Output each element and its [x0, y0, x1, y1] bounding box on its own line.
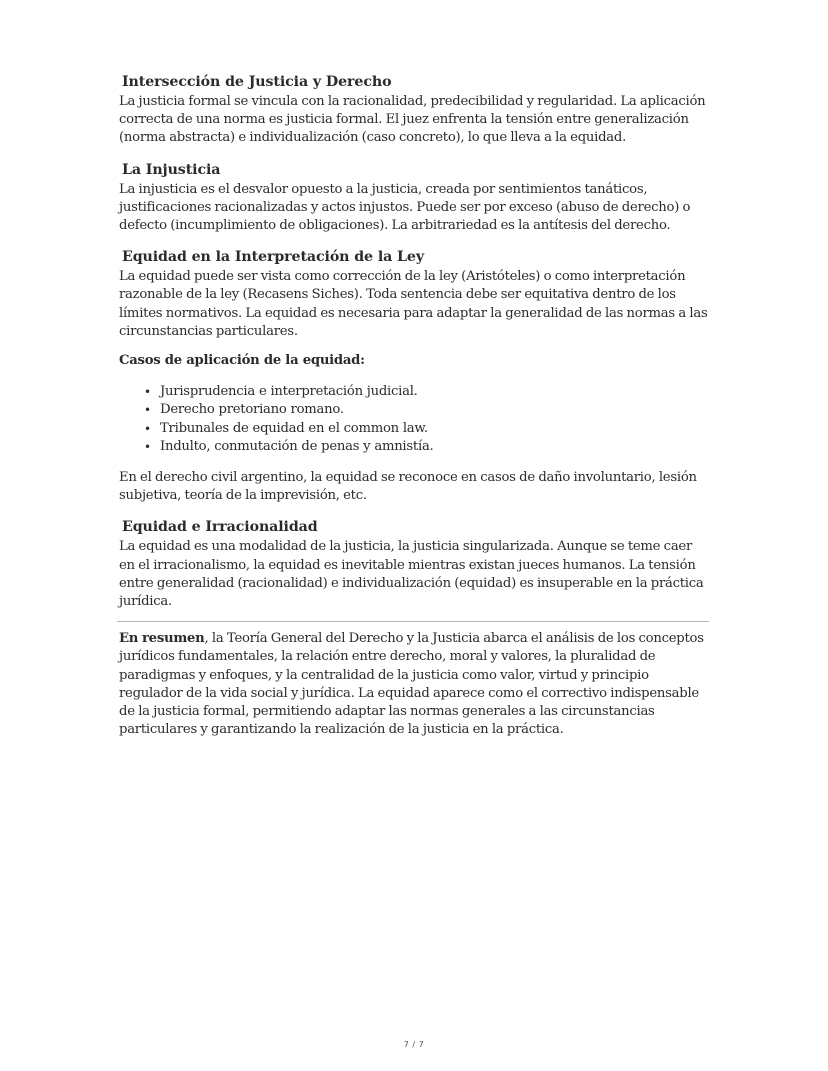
list-item-text: Derecho pretoriano romano.	[160, 402, 344, 418]
bullet-icon: •	[144, 439, 151, 454]
bullet-icon: •	[144, 421, 151, 436]
bullet-icon: •	[144, 385, 151, 400]
section-body: La justicia formal se vincula con la racionalidad, predecibilidad y regularidad. La aplicación correcta de una norma es justicia formal. El juez enfrenta la tensión entre generalización (norma abstracta) e individualización (caso concreto), lo que lleva a la equidad.	[119, 94, 706, 146]
section-body: La injusticia es el desvalor opuesto a la justicia, creada por sentimientos tanáticos, justificaciones racionalizadas y actos injustos. Puede ser por exceso (abuso de derecho) o defecto (incumplimiento de obligaciones). La arbitrariedad es la antítesis del derecho.	[119, 181, 691, 234]
list-item	[144, 420, 709, 438]
document-page	[119, 72, 709, 739]
section-casos-equidad	[119, 352, 709, 505]
section-equidad-irracionalidad	[119, 517, 709, 611]
list-item	[144, 383, 709, 401]
page-number: 7 / 7	[403, 1040, 425, 1049]
section-equidad-interpretacion	[119, 247, 709, 341]
list-item-text: Tribunales de equidad en el common law.	[160, 420, 428, 436]
section-heading: Equidad e Irracionalidad	[122, 519, 318, 536]
section-heading: Intersección de Justicia y Derecho	[122, 74, 392, 90]
list-item-text: Jurisprudencia e interpretación judicial.	[160, 384, 418, 400]
cases-list	[119, 383, 709, 456]
section-heading: Equidad en la Interpretación de la Ley	[122, 249, 424, 266]
summary-paragraph	[119, 630, 709, 739]
summary-body: , la Teoría General del Derecho y la Justicia abarca el análisis de los conceptos jurídicos fundamentales, la relación entre derecho, moral y valores, la pluralidad de paradigmas y enfoques, y la centralidad de la justicia como valor, virtud y principio regulador de la vida social y jurídica. La equidad aparece como el correctivo indispensable de la justicia formal, permitiendo adaptar las normas generales a las circunstancias particulares y garantizando la realización de la justicia en la práctica.	[119, 631, 704, 738]
section-body: La equidad puede ser vista como corrección de la ley (Aristóteles) o como interpretación razonable de la ley (Recasens Siches). Toda sentencia debe ser equitativa dentro de los límites normativos. La equidad es necesaria para adaptar la generalidad de las normas a las circunstancias particulares.	[119, 269, 708, 339]
list-item-text: Indulto, conmutación de penas y amnistía.	[160, 438, 434, 454]
section-interseccion	[119, 72, 709, 148]
list-item	[144, 438, 709, 456]
cases-label: Casos de aplicación de la equidad:	[119, 353, 365, 369]
section-heading: La Injusticia	[122, 161, 221, 178]
list-item	[144, 401, 709, 419]
section-injusticia	[119, 160, 709, 236]
horizontal-rule	[117, 621, 709, 622]
summary-lead: En resumen	[119, 631, 205, 647]
bullet-icon: •	[144, 403, 151, 418]
cases-note: En el derecho civil argentino, la equidad se reconoce en casos de daño involuntario, lesión subjetiva, teoría de la imprevisión, etc.	[119, 470, 697, 504]
section-body: La equidad es una modalidad de la justicia, la justicia singularizada. Aunque se teme caer en el irracionalismo, la equidad es inevitable mientras existan jueces humanos. La tensión entre generalidad (racionalidad) e individualización (equidad) es insuperable en la práctica jurídica.	[119, 539, 704, 610]
